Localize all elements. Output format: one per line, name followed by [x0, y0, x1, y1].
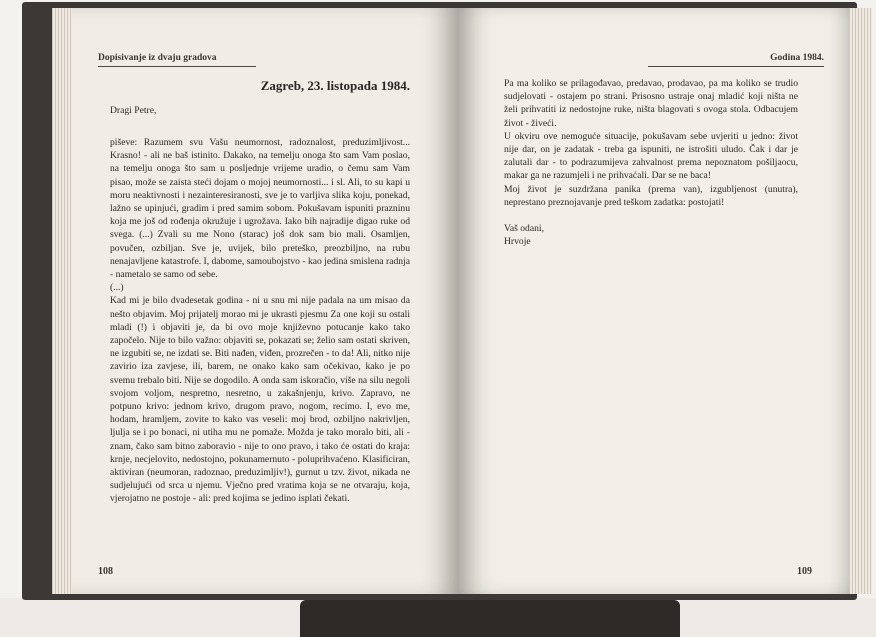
running-head-left: Dopisivanje iz dvaju gradova — [98, 53, 217, 63]
paragraph: Kad mi je bilo dvadesetak godina - ni u snu mi nije padala na um misao da nešto objavim. Moj prijatelj morao mi je ukrasti pjesmu Za one koji su ostali mladi (!) i objaviti je, da bi ovo moje književno potucanje kako tako započelo. Nije to bilo važno: objaviti se, pokazati se; želio sam ostati skriven, ne izgubiti se, ne izdati se. Biti nađen, viđen, prozrečen - to da! Ali, nitko nije zavirio iza zavjese, ili, barem, ne onako kako sam očekivao, kako je po svemu trebalo biti. Nije se dogodilo. A onda sam iskoračio, više na silu negoli svojom voljom, nespretno, nesretno, u zakašnjenju, krivo. Zapravo, ne potpuno krivo: jednom krivo, drugom pravo, nogom, recimo. I, evo me, hodam, hramljem, zovite to kako vas veseli: moj brod, ozbiljno nakrivljen, ljulja se i po bonaci, ni utiha mu ne pomaže. Možda je tako moralo biti, ali - znam, čako sam bitno zaboravio - nije to ono pravo, i tako će ostati do kraja: krnje, necjelovito, nedostojno, pokunamernuto - poluprihvaćeno. Klasificiran, aktiviran (neumoran, radoznao, preduzimljiv!), gurnut u tzv. život, nikada ne sudjelujući od srca u njemu. Vječno pred vratima koja se ne otvaraju, koja, vjerojatno ne postoje - ali: pred kojima se jedino isplati čekati. — [110, 295, 410, 505]
page-edges-left — [52, 8, 72, 594]
paragraph: Pa ma koliko se prilagođavao, predavao, prodavao, pa ma koliko se trudio sudjelovati - ostajem po strani. Prisosno ustraje onaj mladić koji ništa ne želi prihvatiti iz nedostojne ruke, ništa blagovati s ovoga stola. Odbacujem život - živeći. — [504, 78, 798, 129]
paragraph: (...) — [110, 282, 124, 294]
left-body-text — [110, 136, 410, 506]
signature: Hrvoje — [504, 236, 531, 248]
greeting: Dragi Petre, — [110, 105, 157, 116]
open-book — [22, 2, 857, 600]
hand-shadow — [300, 600, 680, 637]
right-page — [458, 8, 850, 594]
header-rule-right — [648, 66, 824, 67]
paragraph: U okviru ove nemoguće situacije, pokušavam sebe uvjeriti u jedno: život nije dar, on je zadatak - treba ga ispuniti, ne istrošiti uludo. Čak i dar je zalutali dar - to podrazumijeva zahvalnost prema nepoznatom pošiljaocu, makar ga ne razumjeli i ne prihvaćali. Dar se ne baca! — [504, 130, 798, 182]
page-edges-right — [850, 8, 872, 594]
page-number-right: 109 — [797, 566, 812, 577]
paragraph: piševe: Razumem svu Vašu neumornost, radoznalost, preduzimljivost... Krasno! - ali ne baš istinito. Dakako, na temelju onoga što sam Vam poslao, na temelju onoga što sam u posljednje vrijeme uradio, o čemu sam Vam pisao, može se zaista steći dojam o mojoj neumornosti... i sl. Ali, to su kapi u moru neaktivnosti i nezainteresiranosti, sve je to varljiva slika koju, ponekad, lažno se upinjući, gradim i pred samim sobom. Pokušavam ispuniti prazninu koja me još od rođenja okružuje i ugrožava. Iako bih najradije digao ruke od svega. (...) Zvali su me Nono (starac) još dok sam bio mali. Osamljen, povučen, ozbiljan. Sve je, uvijek, bilo preteško, preozbiljno, na rubu nenajavljene katastrofe. I, dabome, samoubojstvo - kao jedina smislena radnja - nametalo se samo od sebe. — [110, 137, 410, 281]
paragraph: Moj život je suzdržana panika (prema van), izgubljenost (unutra), neprestano preznojavanje pred teškom zadatka: postojati! — [504, 183, 798, 208]
closing: Vaš odani, — [504, 223, 544, 235]
left-page — [72, 8, 458, 594]
header-rule-left — [98, 66, 256, 67]
running-head-right: Godina 1984. — [770, 53, 824, 63]
dateline: Zagreb, 23. listopada 1984. — [260, 78, 410, 93]
right-body-text — [504, 77, 798, 248]
page-number-left: 108 — [98, 566, 113, 577]
